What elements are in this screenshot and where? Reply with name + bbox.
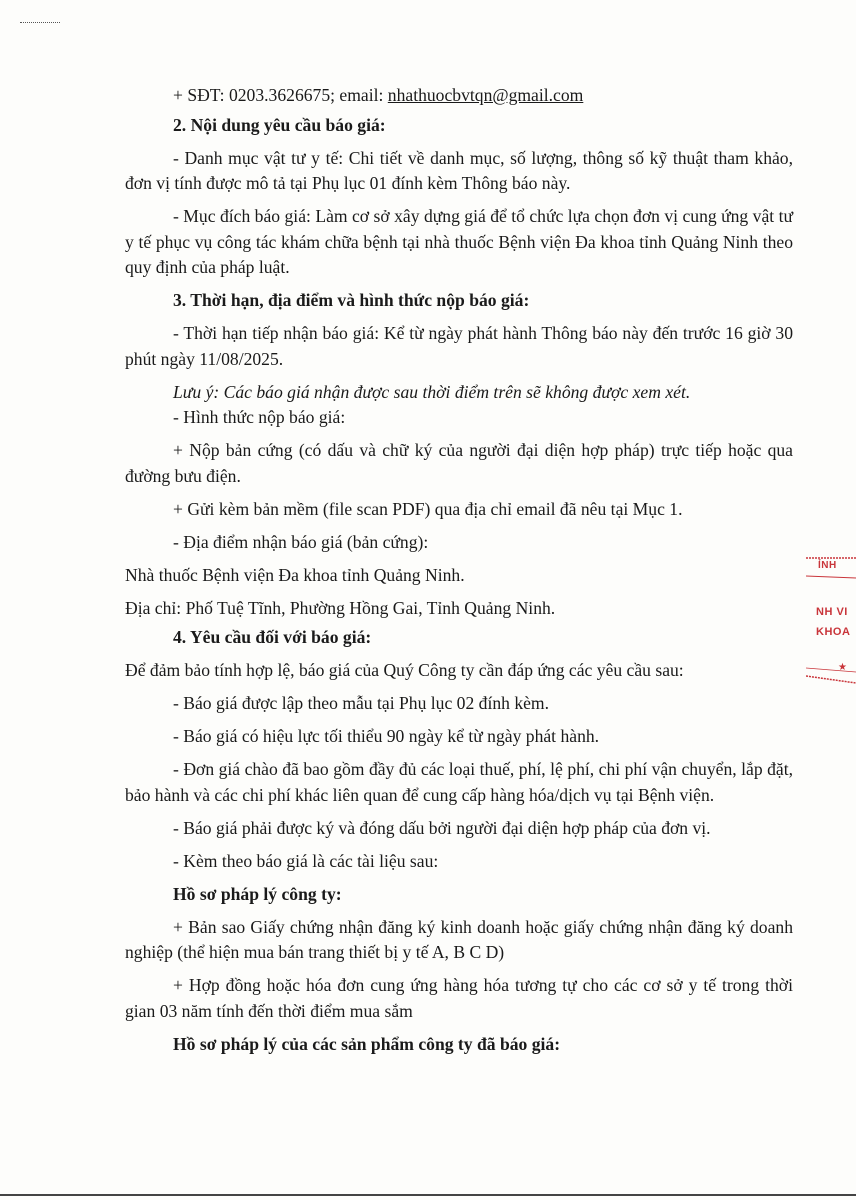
s3-soft-copy: + Gửi kèm bản mềm (file scan PDF) qua địa chỉ email đã nêu tại Mục 1. bbox=[173, 498, 683, 519]
s3-address: Địa chỉ: Phố Tuệ Tĩnh, Phường Hồng Gai, Tỉnh Quảng Ninh. bbox=[125, 597, 556, 618]
stamp-text-1: ỈNH bbox=[818, 560, 837, 571]
s3-deadline: - Thời hạn tiếp nhận báo giá: Kể từ ngày phát hành Thông báo này đến trước 16 giờ 30 phút ngày 11/08/2025. bbox=[125, 323, 793, 369]
scan-mark bbox=[20, 22, 60, 26]
s3-location-label: - Địa điểm nhận báo giá (bản cứng): bbox=[173, 531, 429, 552]
red-stamp-fragment bbox=[806, 548, 856, 698]
s3-submission-form: - Hình thức nộp báo giá: bbox=[173, 407, 346, 427]
contact-phone: + SĐT: 0203.3626675; email: bbox=[173, 85, 388, 105]
s2-item-purpose: - Mục đích báo giá: Làm cơ sở xây dựng giá để tổ chức lựa chọn đơn vị cung ứng vật tư y tế phục vụ công tác khám chữa bệnh tại nhà thuốc Bệnh viện Đa khoa tỉnh Quảng Ninh theo quy định của pháp luật. bbox=[125, 206, 793, 277]
section-3-heading: 3. Thời hạn, địa điểm và hình thức nộp báo giá: bbox=[173, 290, 530, 310]
s4-validity: - Báo giá có hiệu lực tối thiểu 90 ngày kể từ ngày phát hành. bbox=[173, 726, 600, 746]
contact-email-link[interactable]: nhathuocbvtqn@gmail.com bbox=[387, 85, 584, 105]
s4-attachments: - Kèm theo báo giá là các tài liệu sau: bbox=[173, 850, 439, 871]
s3-note: Lưu ý: Các báo giá nhận được sau thời điểm trên sẽ không được xem xét. bbox=[173, 381, 691, 402]
contact-line bbox=[125, 83, 793, 109]
legal-contracts: + Hợp đồng hoặc hóa đơn cung ứng hàng hóa tương tự cho các cơ sở y tế trong thời gian 03 năm tính đến thời điểm mua sắm bbox=[125, 975, 793, 1021]
legal-docs-heading: Hồ sơ pháp lý công ty: bbox=[173, 883, 342, 904]
section-2-heading: 2. Nội dung yêu cầu báo giá: bbox=[173, 114, 386, 135]
s3-hard-copy: + Nộp bản cứng (có dấu và chữ ký của người đại diện hợp pháp) trực tiếp hoặc qua đường bưu điện. bbox=[125, 440, 793, 486]
stamp-star-icon: ★ bbox=[838, 662, 848, 673]
s4-signature: - Báo giá phải được ký và đóng dấu bởi người đại diện hợp pháp của đơn vị. bbox=[173, 817, 711, 838]
scan-bottom-edge bbox=[0, 1194, 856, 1196]
s3-location-name: Nhà thuốc Bệnh viện Đa khoa tỉnh Quảng Ninh. bbox=[125, 564, 465, 585]
product-docs-heading: Hồ sơ pháp lý của các sản phẩm công ty đã báo giá: bbox=[173, 1033, 561, 1054]
stamp-text-2: NH VI bbox=[816, 606, 848, 618]
section-4-heading: 4. Yêu cầu đối với báo giá: bbox=[173, 627, 372, 647]
s4-template: - Báo giá được lập theo mẫu tại Phụ lục 02 đính kèm. bbox=[173, 693, 550, 713]
s4-pricing: - Đơn giá chào đã bao gồm đầy đủ các loại thuế, phí, lệ phí, chi phí vận chuyển, lắp đặt, bảo hành và các chi phí khác liên quan để cung cấp hàng hóa/dịch vụ tại Bệnh viện. bbox=[125, 759, 793, 805]
s2-item-list: - Danh mục vật tư y tế: Chi tiết về danh mục, số lượng, thông số kỹ thuật tham khảo, đơn vị tính được mô tả tại Phụ lục 01 đính kèm Thông báo này. bbox=[125, 147, 793, 193]
document-body bbox=[125, 83, 793, 1057]
s4-intro: Để đảm bảo tính hợp lệ, báo giá của Quý Công ty cần đáp ứng các yêu cầu sau: bbox=[125, 660, 684, 680]
stamp-text-3: KHOA bbox=[816, 626, 851, 638]
legal-business-license: + Bản sao Giấy chứng nhận đăng ký kinh doanh hoặc giấy chứng nhận đăng ký doanh nghiệp (thể hiện mua bán trang thiết bị y tế A, B C D) bbox=[125, 916, 793, 962]
